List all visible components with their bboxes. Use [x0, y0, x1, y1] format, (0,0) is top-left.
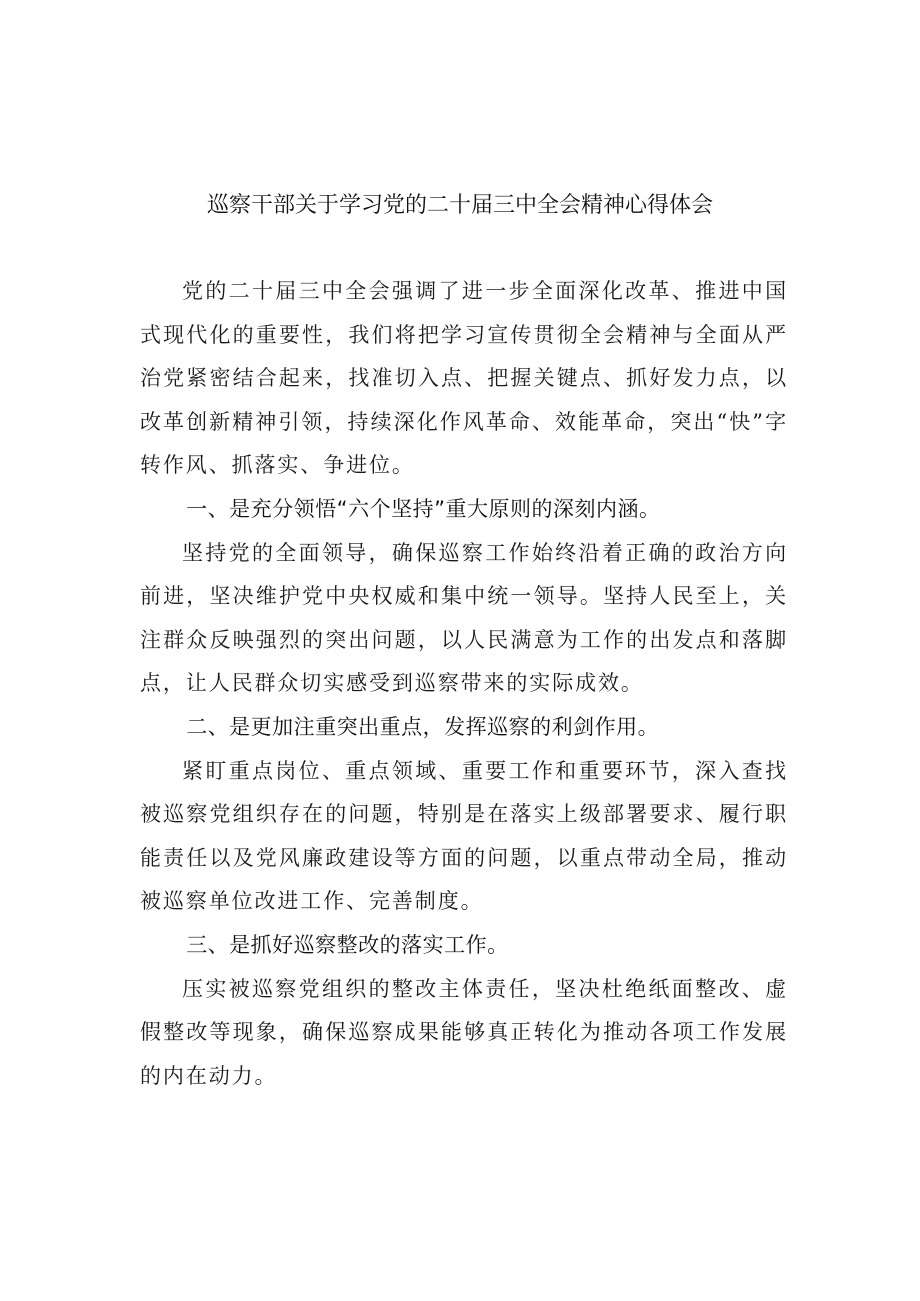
- section-heading-1: 一、是充分领悟“六个坚持”重大原则的深刻内涵。: [186, 496, 661, 521]
- intro-paragraph: 党的二十届三中全会强调了进一步全面深化改革、推进中国式现代化的重要性，我们将把学习宣传贯彻全会精神与全面从严治党紧密结合起来，找准切入点、把握关键点、抓好发力点，以改革创新精神引领，持续深化作风革命、效能革命，突出“快”字转作风、抓落实、争进位。: [140, 279, 788, 478]
- section-heading-2: 二、是更加注重突出重点，发挥巡察的利剑作用。: [186, 714, 660, 739]
- section-paragraph-2: 紧盯重点岗位、重点领域、重要工作和重要环节，深入查找被巡察党组织存在的问题，特别是在落实上级部署要求、履行职能责任以及党风廉政建设等方面的问题，以重点带动全局，推动被巡察单位改进工作、完善制度。: [140, 758, 788, 914]
- section-heading-3: 三、是抓好巡察整改的落实工作。: [186, 932, 509, 957]
- document-title: 巡察干部关于学习党的二十届三中全会精神心得体会: [206, 193, 713, 218]
- document-body: [140, 270, 788, 1098]
- section-paragraph-3: 压实被巡察党组织的整改主体责任，坚决杜绝纸面整改、虚假整改等现象，确保巡察成果能够真正转化为推动各项工作发展的内在动力。: [140, 976, 788, 1088]
- section-paragraph-1: 坚持党的全面领导，确保巡察工作始终沿着正确的政治方向前进，坚决维护党中央权威和集中统一领导。坚持人民至上，关注群众反映强烈的突出问题，以人民满意为工作的出发点和落脚点，让人民群众切实感受到巡察带来的实际成效。: [140, 540, 788, 696]
